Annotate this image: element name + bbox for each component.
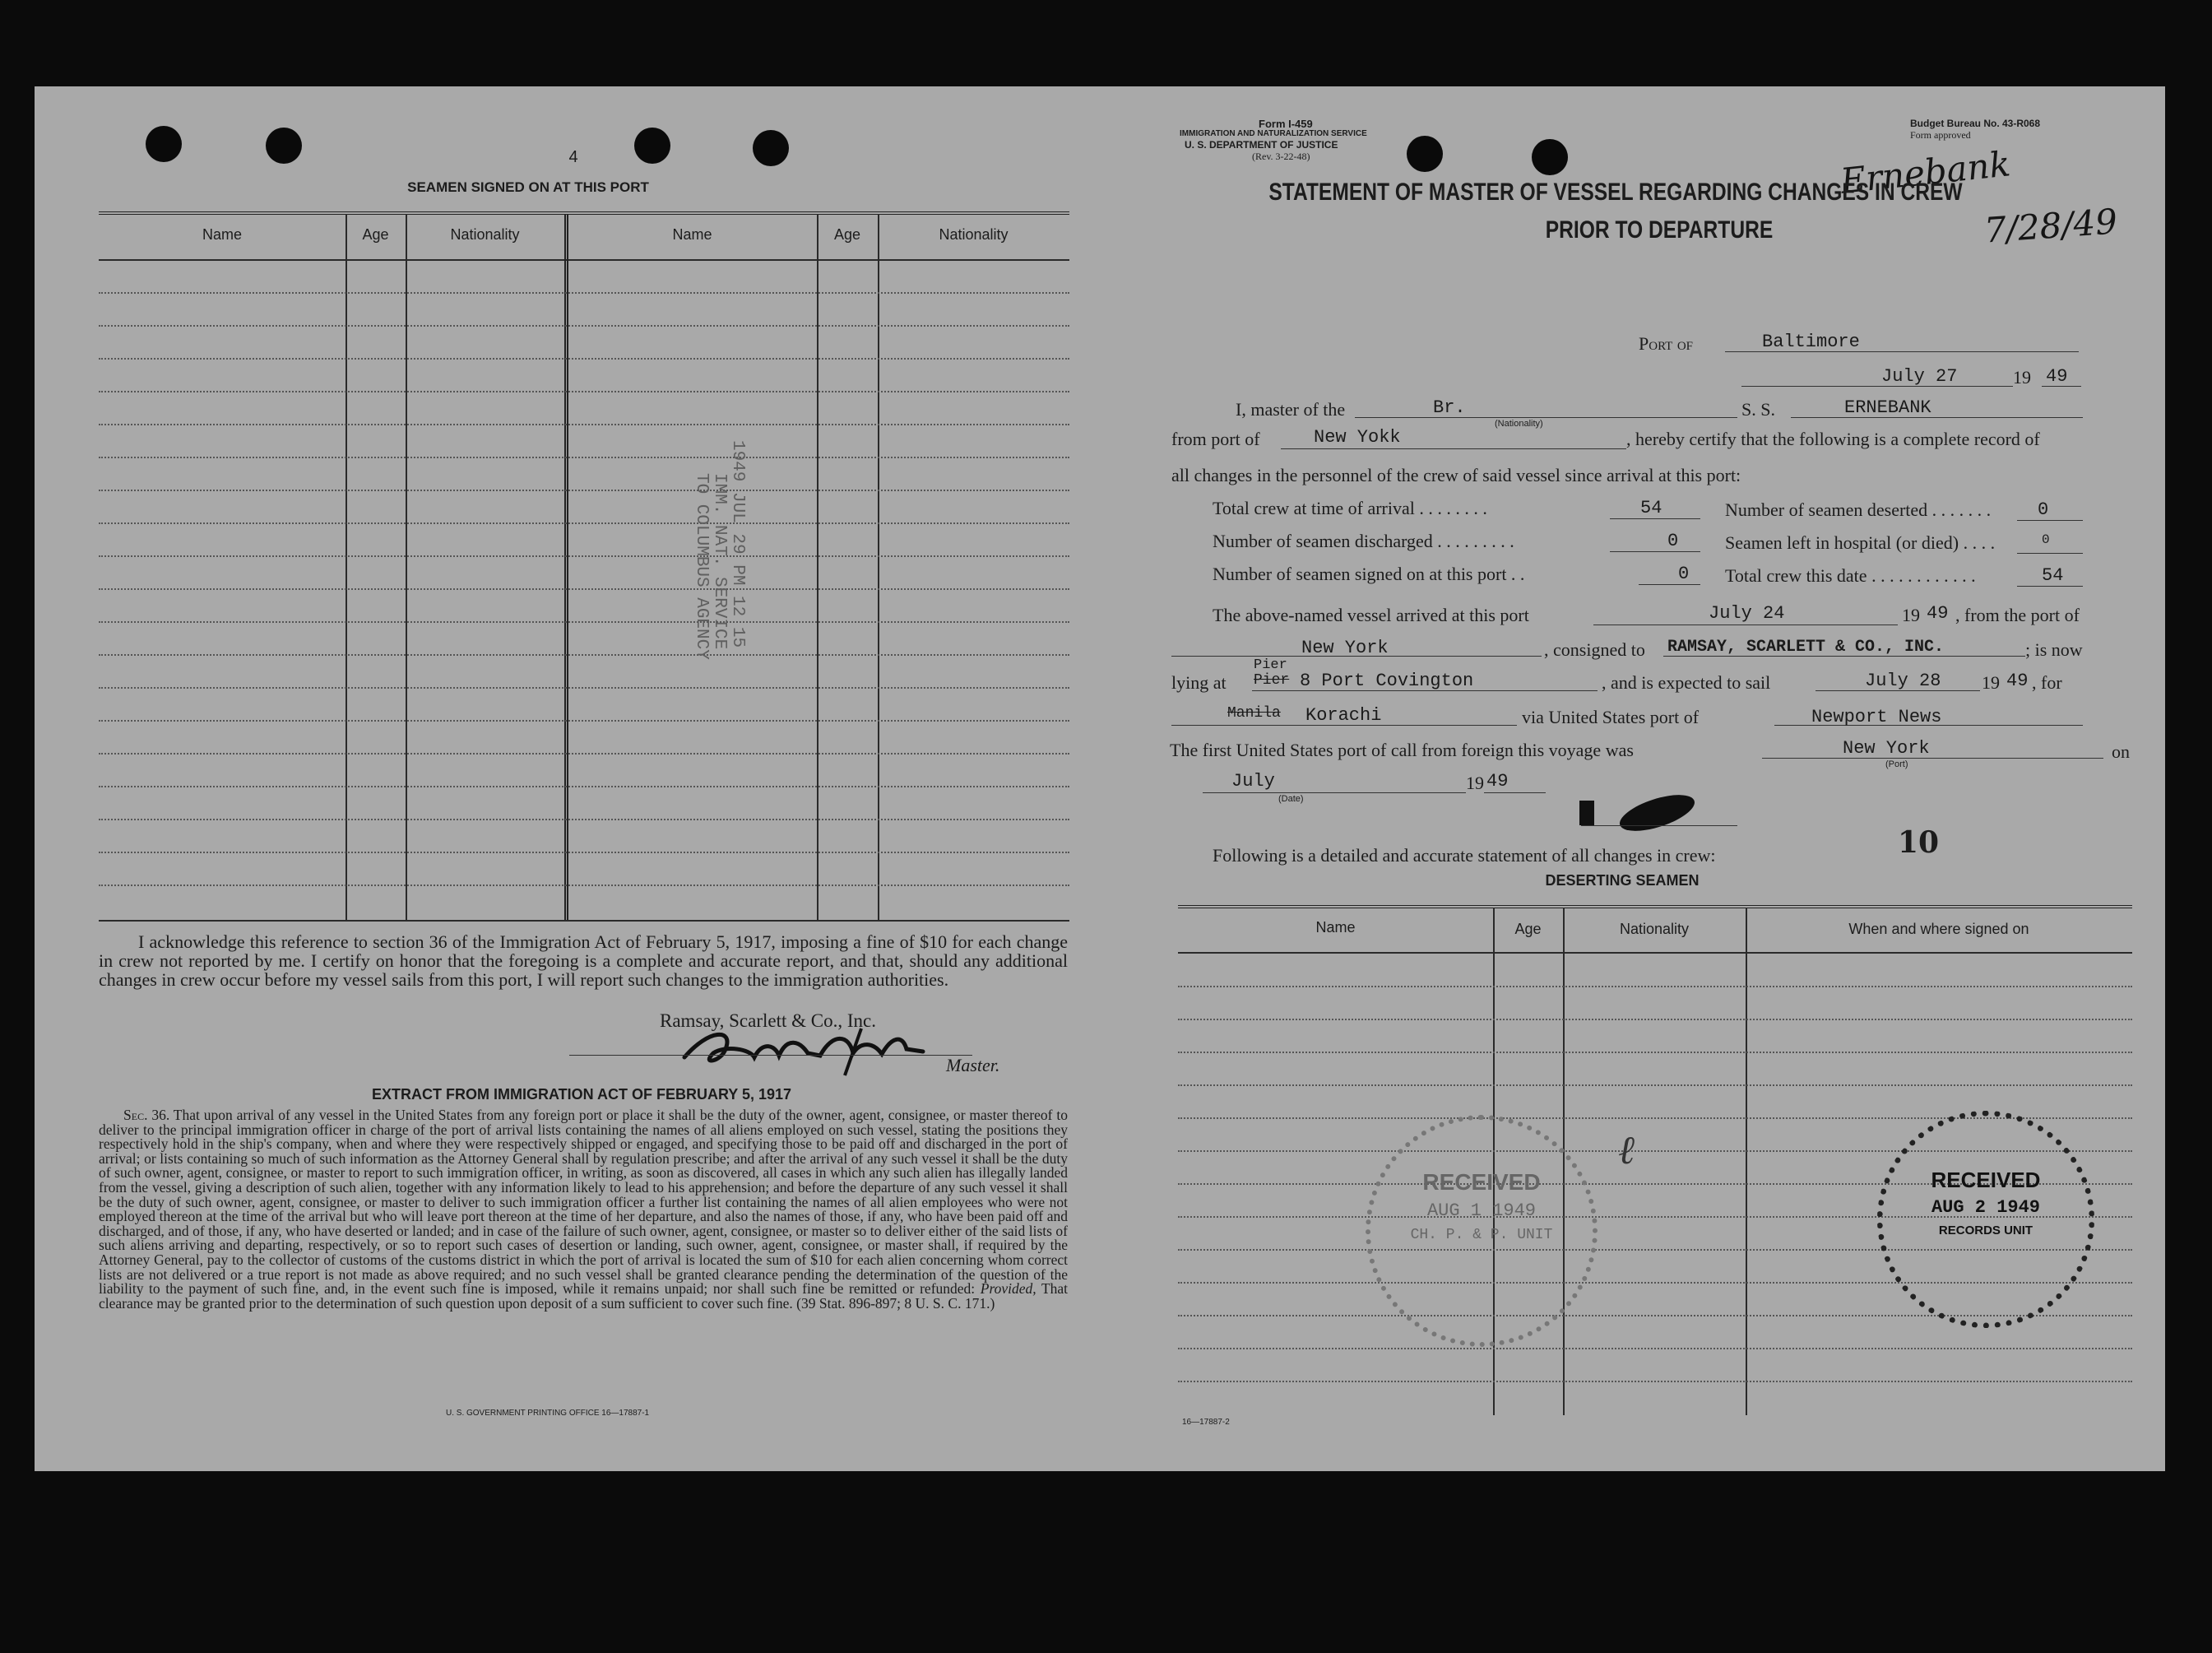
first-port-line <box>1762 758 2103 759</box>
extract-body <box>99 1108 1068 1311</box>
first-date-line <box>1203 792 1466 793</box>
master-signature <box>676 1024 989 1082</box>
table-top-rule <box>99 211 1069 215</box>
punch-hole-icon <box>753 130 789 166</box>
stat-line <box>1639 584 1700 585</box>
stat-value: 0 <box>1678 564 1690 584</box>
table-row <box>99 457 1069 458</box>
form-id: Form I-459 <box>1259 118 1313 130</box>
column-header: Name <box>672 226 712 243</box>
table-row <box>99 490 1069 491</box>
column-divider <box>345 214 347 920</box>
from-port-value: New Yokk <box>1314 427 1401 448</box>
section-text: That upon arrival of any vessel in the United States from any foreign port or place it shall be the duty of the owner, agent, consignee, or master thereof to deliver to the principal immigration officer in charge of the port of arrival lists containing the names of all aliens employed on such vessel, stating the positions they respectively hold in the ship's company, when and where they were respectively shipped or engaged, and specifying those to be paid off and discharged in the port of arrival; or lists containing so much of such information as the Attorney General shall by regulation prescribe; and after the arrival of any such vessel it shall be the duty of such owner, agent, consignee, or master to report to such immigration officer, in writing, as soon as discovered, all cases in which any such alien has illegally landed from the vessel, giving a description of such alien, together with any information likely to lead to his apprehension; and before the departure of any such vessel it shall be the duty of such owner, agent, consignee, or master to deliver to such immigration officer a further list containing the names of all alien employees who were not employed thereon at the time of the arrival but who will leave port thereon at the time of her departure, and also the names of those, if any, who have been paid off and discharged, and of those, if any, who have deserted or landed; and in case of the failure of such owner, agent, consignee, or master so to deliver either of the said lists of such aliens arriving and departing, respectively, or so to report such cases of desertion or landing, such owner, agent, consignee, or master shall, if required by the Attorney General, pay to the collector of customs of the customs district in which the port of arrival is located the sum of $10 for each alien concerning whom correct lists are not delivered or a true report is not made as above required; and no such vessel shall be granted clearance pending the determination of the question of the liability to the payment of such fine, and, in the event such fine is imposed, while it remains unpaid; nor shall such fine be remitted or refunded: <box>99 1107 1068 1298</box>
nationality-caption: (Nationality) <box>1495 419 1543 429</box>
form-title-line-1: STATEMENT OF MASTER OF VESSEL REGARDING CHANGES IN CREW <box>1268 179 1963 206</box>
agency-line-1: IMMIGRATION AND NATURALIZATION SERVICE <box>1180 129 1367 138</box>
table-row <box>1178 986 2132 987</box>
destination: Korachi <box>1305 705 1382 726</box>
blot-line <box>1581 825 1737 826</box>
table-row <box>1178 1052 2132 1053</box>
struck-destination: Manila <box>1227 705 1281 722</box>
master-label: Master. <box>946 1055 1000 1075</box>
table-row <box>99 786 1069 787</box>
on-label: on <box>2112 741 2130 762</box>
stamp-text: CH. P. & P. UNIT <box>1410 1227 1553 1243</box>
arrived-year: 49 <box>1927 603 1949 624</box>
from-port-line <box>1281 448 1626 449</box>
column-header: Age <box>1514 921 1542 937</box>
column-header: Age <box>362 226 389 243</box>
table-row <box>99 424 1069 425</box>
stamp-line: IMM. NAT. SERVICE <box>710 473 729 650</box>
budget-line-2: Form approved <box>1910 129 1971 141</box>
year-line <box>2042 386 2081 387</box>
stat-line <box>1610 551 1700 552</box>
report-date: July 27 <box>1881 366 1958 387</box>
table-row <box>99 885 1069 886</box>
table-row <box>99 654 1069 656</box>
vessel-name: ERNEBANK <box>1844 397 1931 418</box>
form-title-line-2: PRIOR TO DEPARTURE <box>1545 216 1774 244</box>
sail-date: July 28 <box>1865 671 1941 691</box>
provided-word: Provided, <box>980 1280 1036 1298</box>
agent-name: Ramsay, Scarlett & Co., Inc. <box>660 1010 876 1031</box>
stat-line <box>2017 586 2083 587</box>
stat-label: Number of seamen discharged . . . . . . . . . <box>1213 531 1514 551</box>
stat-label: Total crew at time of arrival . . . . . . . . <box>1213 498 1487 518</box>
column-divider <box>878 214 879 920</box>
table-row <box>99 588 1069 590</box>
year-prefix: 19 <box>2013 367 2031 388</box>
certify-text: , hereby certify that the following is a complete record of <box>1626 429 2040 449</box>
section-text-end: That clearance may be granted prior to the determination of such question upon deposit of a sum sufficient to cover such fine. (39 Stat. 896-897; 8 U. S. C. 171.) <box>99 1280 1069 1312</box>
received-stamp-1 <box>1366 1115 1598 1347</box>
handwritten-number: 10 <box>1898 825 1940 860</box>
column-header: Age <box>833 226 861 243</box>
stat-line <box>2017 553 2083 554</box>
consignee: RAMSAY, SCARLETT & CO., INC. <box>1667 638 1945 657</box>
from-the-port-label: , from the port of <box>1955 605 2080 625</box>
port-label: Port of <box>1639 333 1694 354</box>
arrived-from: New York <box>1301 638 1389 658</box>
column-divider <box>564 214 568 920</box>
stamp-text: RECEIVED <box>1422 1169 1541 1195</box>
table-row <box>99 522 1069 524</box>
vessel-line <box>1791 417 2083 418</box>
stat-line <box>1610 518 1700 519</box>
column-header: Name <box>1315 919 1356 936</box>
master-of-label: I, master of the <box>1236 399 1346 420</box>
right-footer: 16—17887-2 <box>1182 1418 1230 1427</box>
stat-value: 0 <box>2042 532 2050 547</box>
table-row <box>99 358 1069 360</box>
form-revision: (Rev. 3-22-48) <box>1252 151 1310 162</box>
section-label: Sec. 36. <box>123 1107 170 1123</box>
column-divider <box>406 214 407 920</box>
table-row <box>99 819 1069 820</box>
sail-year: 49 <box>2006 671 2029 691</box>
arrived-label: The above-named vessel arrived at this port <box>1213 605 1529 625</box>
first-port-label: The first United States port of call from foreign this voyage was <box>1170 740 1634 760</box>
ink-mark <box>1579 801 1594 825</box>
punch-hole-icon <box>266 128 302 164</box>
first-date: July <box>1231 771 1275 792</box>
arrived-date: July 24 <box>1709 603 1785 624</box>
nationality-line <box>1355 417 1737 418</box>
stat-line <box>2017 520 2083 521</box>
port-value: Baltimore <box>1762 332 1860 352</box>
first-year: 49 <box>1486 771 1509 792</box>
table-bottom-rule <box>99 920 1069 922</box>
column-divider <box>817 214 818 920</box>
stat-label: Number of seamen deserted . . . . . . . <box>1725 499 1992 520</box>
agency-line-2: U. S. DEPARTMENT OF JUSTICE <box>1185 139 1338 151</box>
nationality-value: Br. <box>1433 397 1466 418</box>
signature-line <box>569 1055 972 1056</box>
sail-year-prefix: 19 <box>1982 672 2000 693</box>
first-year-prefix: 19 <box>1466 773 1484 793</box>
stat-value: 54 <box>1640 498 1662 518</box>
table-row <box>1178 1084 2132 1086</box>
for-label: , for <box>2032 672 2062 693</box>
table-header-rule <box>99 259 1069 261</box>
table-row <box>1178 1348 2132 1349</box>
consigned-label: , consigned to <box>1544 639 1645 660</box>
stamp-date: AUG 1 1949 <box>1426 1200 1537 1221</box>
handwritten-vessel-note: Ernebank <box>1839 143 2013 202</box>
table-row <box>99 292 1069 294</box>
via-port: Newport News <box>1811 707 1942 727</box>
deserting-title: DESERTING SEAMEN <box>1545 872 1700 889</box>
arrived-year-prefix: 19 <box>1902 605 1920 625</box>
desert-table-top-rule <box>1178 905 2132 908</box>
section-title: SEAMEN SIGNED ON AT THIS PORT <box>407 179 649 195</box>
ss-label: S. S. <box>1741 399 1775 420</box>
date-line <box>1741 386 2013 387</box>
table-row <box>99 687 1069 689</box>
column-header: Nationality <box>939 226 1009 243</box>
column-divider <box>1746 908 1747 1415</box>
lying-label: lying at <box>1171 672 1227 693</box>
changes-text: all changes in the personnel of the crew of said vessel since arrival at this port: <box>1171 465 1741 485</box>
stamp-text: RECORDS UNIT <box>1938 1223 2033 1237</box>
table-row <box>99 555 1069 557</box>
is-now-label: ; is now <box>2025 639 2083 660</box>
from-port-label: from port of <box>1171 429 1260 449</box>
table-row <box>1178 1019 2132 1020</box>
table-row <box>1178 1381 2132 1382</box>
stat-value: 54 <box>2042 565 2064 586</box>
table-row <box>99 391 1069 392</box>
stat-label: Number of seamen signed on at this port . . <box>1213 564 1525 584</box>
stat-label: Seamen left in hospital (or died) . . . . <box>1725 532 1996 553</box>
table-row <box>99 325 1069 327</box>
ink-blot <box>1616 787 1699 838</box>
first-year-line <box>1484 792 1546 793</box>
column-header: Name <box>202 226 242 243</box>
punch-hole-icon <box>1532 139 1568 175</box>
date-caption: (Date) <box>1278 794 1304 804</box>
column-header: Nationality <box>450 226 520 243</box>
received-stamp-vertical <box>692 440 746 660</box>
stat-value: 0 <box>2038 499 2049 520</box>
punch-hole-icon <box>634 128 670 164</box>
report-year: 49 <box>2046 366 2068 387</box>
lying-value: 8 Port Covington <box>1300 671 1474 691</box>
punch-hole-icon <box>1407 136 1443 172</box>
stamp-line: TO COLUMBUS AGENCY <box>692 473 711 660</box>
column-header: Nationality <box>1619 921 1690 937</box>
received-stamp-2 <box>1877 1111 2094 1328</box>
handwritten-initial: ℓ <box>1618 1127 1635 1173</box>
stat-label: Total crew this date . . . . . . . . . . . . <box>1725 565 1976 586</box>
pier-insert: Pier <box>1254 657 1287 673</box>
document-sheet <box>35 86 2165 1471</box>
budget-line-1: Budget Bureau No. 43-R068 <box>1910 118 2041 129</box>
expected-label: , and is expected to sail <box>1602 672 1771 693</box>
acknowledgment-text: I acknowledge this reference to section 36 of the Immigration Act of February 5, 1917, imposing a fine of $10 for each change in crew not reported by me. I certify on honor that the foregoing is a complete and accurate report, and that, should any additional changes in crew occur before my vessel sails from this port, I will report such changes to the immigration authorities. <box>99 931 1068 990</box>
table-row <box>99 753 1069 755</box>
stat-value: 0 <box>1667 531 1679 551</box>
column-header: When and where signed on <box>1848 921 2029 937</box>
table-row <box>99 852 1069 853</box>
punch-hole-icon <box>146 126 182 162</box>
first-port: New York <box>1843 738 1930 759</box>
stamp-text: RECEIVED <box>1931 1168 2041 1192</box>
stamp-date: AUG 2 1949 <box>1931 1197 2041 1218</box>
table-row <box>99 621 1069 623</box>
desert-table-header-rule <box>1178 952 2132 954</box>
table-row <box>99 720 1069 722</box>
port-caption: (Port) <box>1885 759 1908 769</box>
extract-title: EXTRACT FROM IMMIGRATION ACT OF FEBRUARY 5, 1917 <box>371 1086 792 1103</box>
via-label: via United States port of <box>1522 707 1700 727</box>
following-label: Following is a detailed and accurate statement of all changes in crew: <box>1213 845 1716 866</box>
stamp-line: 1949 JUL 29 PM 12 15 <box>728 440 747 648</box>
struck-word: Pier <box>1254 672 1290 689</box>
handwritten-date-note: 7/28/49 <box>1982 201 2119 251</box>
left-footer: U. S. GOVERNMENT PRINTING OFFICE 16—17887-1 <box>446 1409 650 1418</box>
page-number: 4 <box>568 148 578 166</box>
